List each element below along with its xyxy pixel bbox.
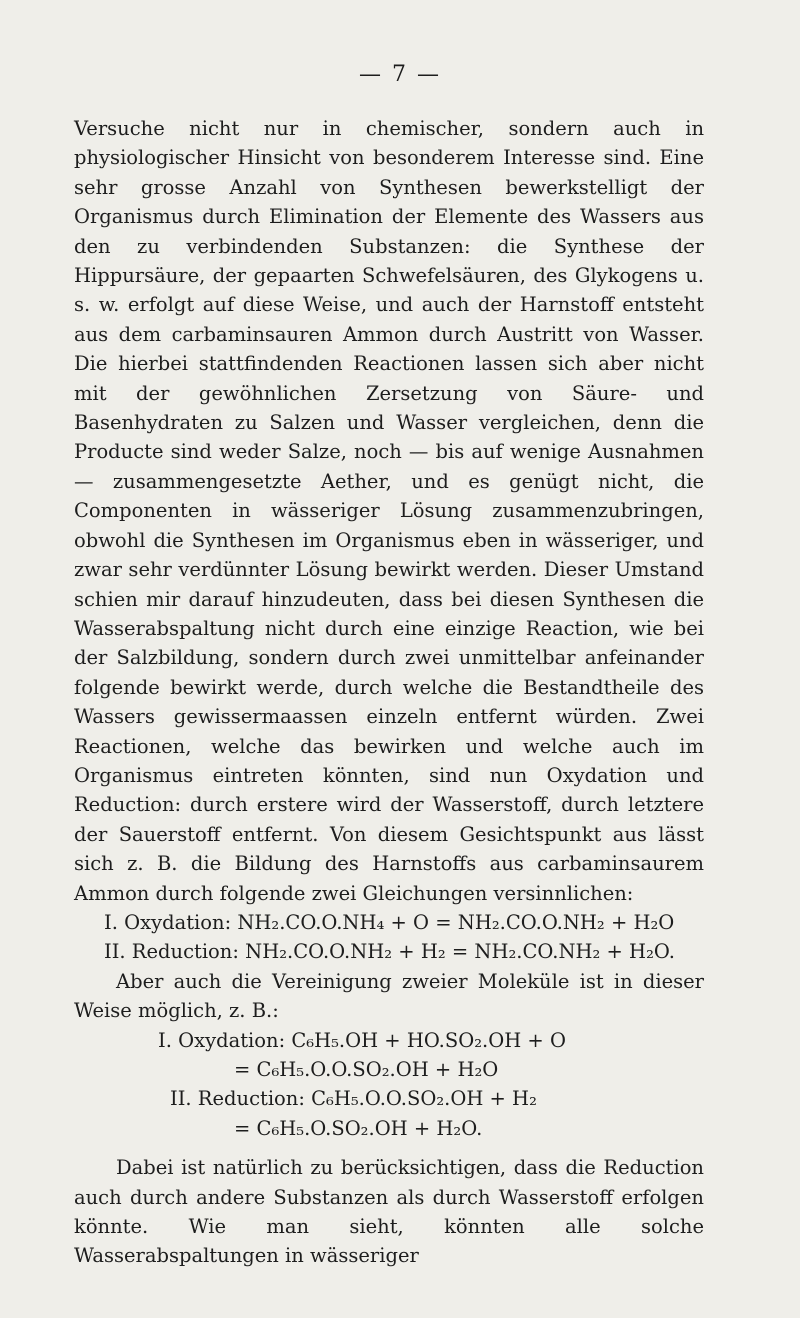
page-body xyxy=(74,114,704,1271)
equation-block-phenol xyxy=(74,1026,704,1144)
page-number: — 7 — xyxy=(359,62,441,87)
paragraph-2: Aber auch die Vereinigung zweier Moleküle ist in dieser Weise möglich, z. B.: xyxy=(74,969,704,1023)
equation-reduction-phenol-result: = C₆H₅.O.SO₂.OH + H₂O. xyxy=(234,1116,483,1140)
equation-oxydation-urea: I. Oxydation: NH₂.CO.O.NH₄ + O = NH₂.CO.O.NH₂ + H₂O xyxy=(104,910,675,934)
paragraph-3: Dabei ist natürlich zu berücksichtigen, dass die Reduction auch durch andere Substanzen als durch Wasserstoff erfolgen könnte. Wie man sieht, könnten alle solche Wasserabspaltungen in wässeriger xyxy=(74,1156,704,1268)
equation-block-urea xyxy=(74,908,704,967)
equation-oxydation-phenol-result: = C₆H₅.O.O.SO₂.OH + H₂O xyxy=(234,1058,499,1081)
equation-oxydation-phenol: I. Oxydation: C₆H₅.OH + HO.SO₂.OH + O xyxy=(158,1028,566,1052)
equation-reduction-phenol: II. Reduction: C₆H₅.O.O.SO₂.OH + H₂ xyxy=(170,1087,537,1111)
paragraph-1: Versuche nicht nur in chemischer, sondern auch in physiologischer Hinsicht von besonderem Interesse sind. Eine sehr grosse Anzahl von Synthesen bewerkstelligt der Organismus durch Elimination der Elemente des Wassers aus den zu verbindenden Substanzen: die Synthese der Hippursäure, der gepaarten Schwefelsäuren, des Glykogens u. s. w. erfolgt auf diese Weise, und auch der Harnstoff entsteht aus dem carbaminsauren Ammon durch Austritt von Wasser. Die hierbei stattfindenden Reactionen lassen sich aber nicht mit der gewöhnlichen Zersetzung von Säure- und Basenhydraten zu Salzen und Wasser vergleichen, denn die Producte sind weder Salze, noch — bis auf wenige Ausnahmen — zusammengesetzte Aether, und es genügt nicht, die Componenten in wässeriger Lösung zusammenzubringen, obwohl die Synthesen im Organismus eben in wässeriger, und zwar sehr verdünnter Lösung bewirkt werden. Dieser Umstand schien mir darauf hinzudeuten, dass bei diesen Synthesen die Wasserabspaltung nicht durch eine einzige Reaction, wie bei der Salzbildung, sondern durch zwei unmittelbar anfeinander folgende bewirkt werde, durch welche die Bestandtheile des Wassers gewissermaassen einzeln entfernt würden. Zwei Reactionen, welche das bewirken und welche auch im Organismus eintreten könnten, sind nun Oxydation und Reduction: durch erstere wird der Wasserstoff, durch letztere der Sauerstoff entfernt. Von diesem Gesichtspunkt aus lässt sich z. B. die Bildung des Harnstoffs aus carbaminsaurem Ammon durch folgende zwei Gleichungen versinnlichen: xyxy=(74,117,704,905)
equation-reduction-urea: II. Reduction: NH₂.CO.O.NH₂ + H₂ = NH₂.CO.NH₂ + H₂O. xyxy=(104,940,675,964)
